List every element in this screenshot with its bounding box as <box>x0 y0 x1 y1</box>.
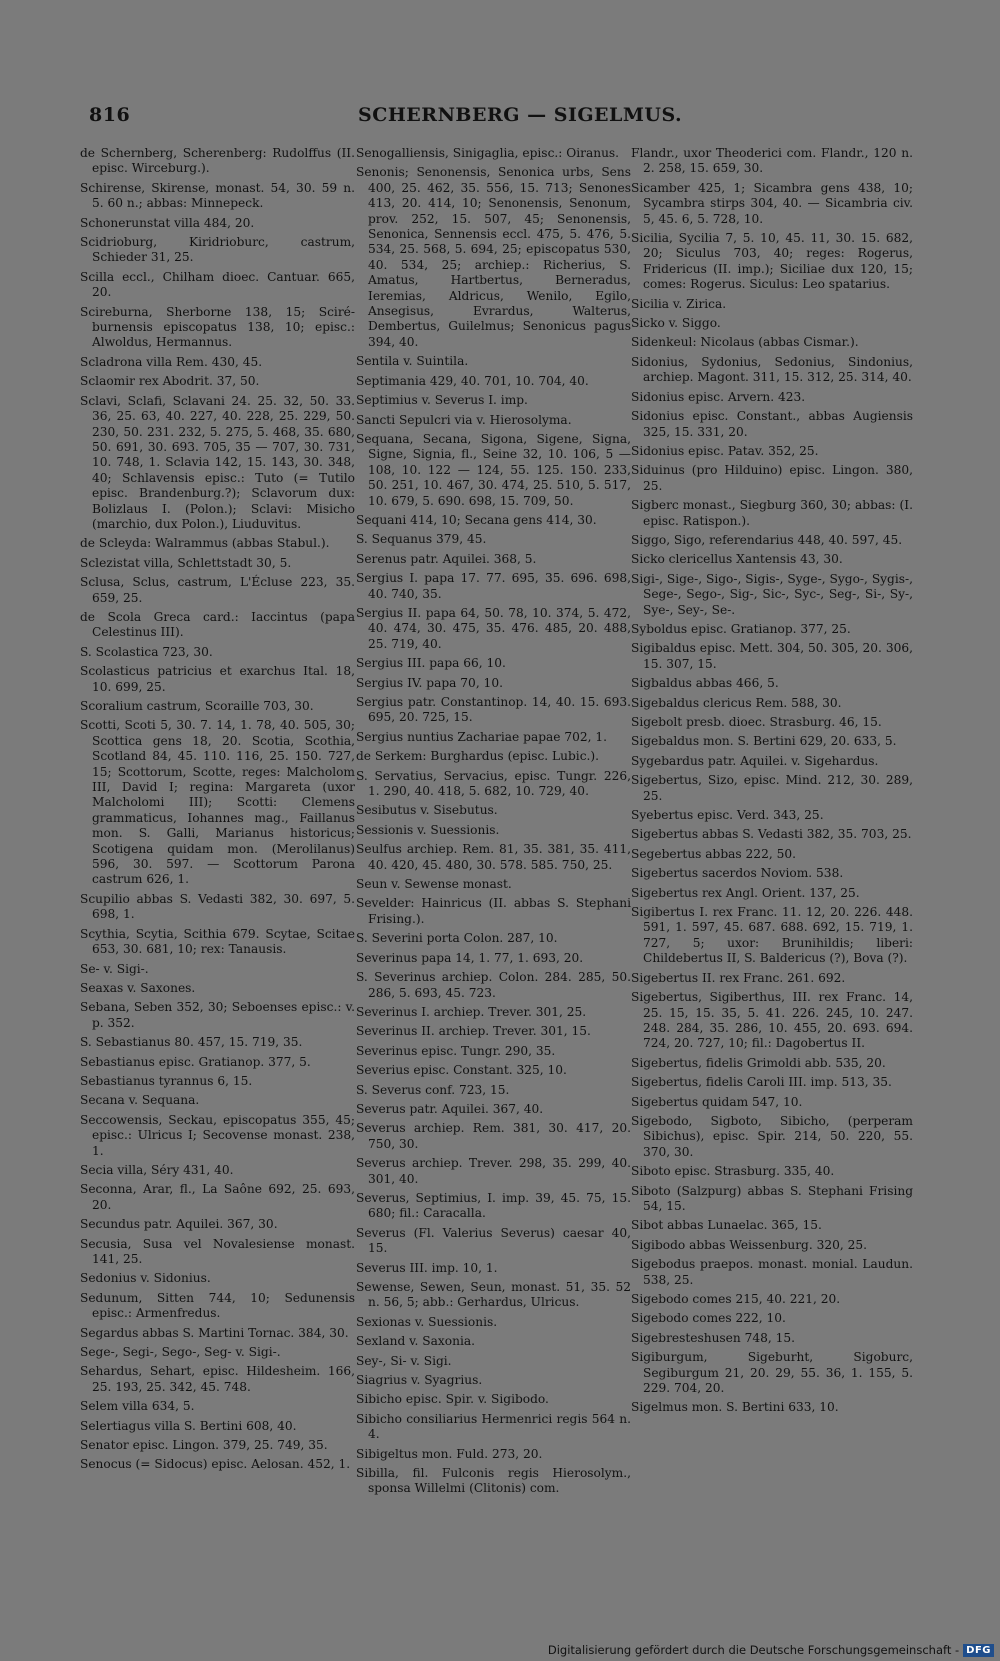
index-entry: Scidrioburg, Kiridrioburc, castrum, Schieder 31, 25. <box>80 235 355 265</box>
index-entry: Sigelmus mon. S. Bertini 633, 10. <box>631 1400 839 1415</box>
index-entry: Sigibaldus episc. Mett. 304, 50. 305, 20. 306, 15. 307, 15. <box>631 641 913 671</box>
index-entry: Sigibodo abbas Weissenburg. 320, 25. <box>631 1237 867 1252</box>
index-entry: Seun v. Sewense monast. <box>356 877 512 892</box>
index-entry: Scotti, Scoti 5, 30. 7. 14, 1. 78, 40. 505, 30; Scottica gens 18, 20. Scotia, Scothia, Scotland 84, 45. 110. 116, 25. 150. 727, 15; Scottorum, Scotte, reges: Malcholom III, David I; regina: Margareta (uxor Malcholomi III); Scotti: Clemens grammaticus, Iohannes mag., Faillanus mon. S. Galli, Marianus historicus; Scotigena quidam mon. (Merolilanus) 596, 30. 597. — Scottorum Parona castrum 626, 1. <box>80 718 355 887</box>
index-entry: Severius episc. Constant. 325, 10. <box>356 1063 567 1078</box>
index-entry: S. Scolastica 723, 30. <box>80 644 213 659</box>
index-entry: Scilla eccl., Chilham dioec. Cantuar. 665, 20. <box>80 269 355 300</box>
index-entry: Sigiburgum, Sigeburht, Sigoburc, Segiburgum 21, 20. 29, 55. 36, 1. 155, 5. 229. 704, 20. <box>631 1350 913 1396</box>
index-entry: Sygebardus patr. Aquilei. v. Sigehardus. <box>631 753 879 768</box>
index-entry: Scolasticus patricius et exarchus Ital. 18, 10. 699, 25. <box>80 664 355 694</box>
index-entry: Senonis; Senonensis, Senonica urbs, Sens 400, 25. 462, 35. 556, 15. 713; Senones 413, 20. 414, 10; Senonensis, Senonum, prov. 252, 15. 507, 45; Senonensis, Senonica, Sennensis eccl. 475, 5. 476, 5. 534, 25. 568, 5. 694, 25; episcopatus 530, 40. 534, 25; archiep.: Richerius, S. Amatus, Hartbertus, Berneradus, Ieremias, Aldricus, Wenilo, Egilo, Ansegisus, Evrardus, Walterus, Dembertus, Guilelmus; Senonicus pagus 394, 40. <box>356 165 631 349</box>
index-entry: Sigebertus abbas S. Vedasti 382, 35. 703, 25. <box>631 827 912 842</box>
index-entry: Sequani 414, 10; Secana gens 414, 30. <box>356 512 597 527</box>
index-entry: de Serkem: Burghardus (episc. Lubic.). <box>356 749 600 764</box>
footer-text: Digitalisierung gefördert durch die Deutsche Forschungsgemeinschaft - <box>547 1643 960 1657</box>
index-entry: Sebastianus episc. Gratianop. 377, 5. <box>80 1054 311 1069</box>
column-3 <box>631 146 913 1420</box>
index-entry: S. Severinus archiep. Colon. 284. 285, 50. 286, 5. 693, 45. 723. <box>356 970 631 1000</box>
index-entry: Sidonius episc. Constant., abbas Augiensis 325, 15. 331, 20. <box>631 409 913 439</box>
index-entry: Scireburna, Sherborne 138, 15; Sciré-burnensis episcopatus 138, 10; episc.: Alwoldus, Hermannus. <box>80 304 355 350</box>
index-entry: Sehardus, Sehart, episc. Hildesheim. 166, 25. 193, 25. 342, 45. 748. <box>80 1364 355 1394</box>
index-entry: Sibigeltus mon. Fuld. 273, 20. <box>356 1446 543 1461</box>
index-entry: Sigebertus, Sigiberthus, III. rex Franc. 14, 25. 15, 15. 35, 5. 41. 226. 245, 10. 247. 248. 284, 35. 286, 10. 455, 20. 693. 694. 724, 20. 727, 10; fil.: Dagobertus II. <box>631 990 913 1051</box>
index-entry: Siboto (Salzpurg) abbas S. Stephani Frising 54, 15. <box>631 1183 913 1213</box>
index-entry: Senator episc. Lingon. 379, 25. 749, 35. <box>80 1438 328 1453</box>
index-entry: Sidonius episc. Arvern. 423. <box>631 389 806 404</box>
index-entry: Sigebertus, fidelis Caroli III. imp. 513, 35. <box>631 1075 892 1090</box>
index-entry: Sigebertus rex Angl. Orient. 137, 25. <box>631 885 860 900</box>
index-entry: Sicilia, Sycilia 7, 5. 10, 45. 11, 30. 15. 682, 20; Siculus 703, 40; reges: Rogerus, Fridericus (II. imp.); Siciliae dux 120, 15; comes: Rogerus. Siculus: Leo spatarius. <box>631 231 913 292</box>
index-entry: Schirense, Skirense, monast. 54, 30. 59 n. 5. 60 n.; abbas: Minnepeck. <box>80 180 355 211</box>
index-entry: Sigebaldus mon. S. Bertini 629, 20. 633, 5. <box>631 734 897 749</box>
index-entry: Se- v. Sigi-. <box>80 961 149 976</box>
index-entry: Sclavi, Sclafi, Sclavani 24. 25. 32, 50. 33. 36, 25. 63, 40. 227, 40. 228, 25. 229, 50. 230, 50. 231. 232, 5. 275, 5. 468, 35. 680, 50. 691, 30. 693. 705, 35 — 707, 30. 731, 10. 748, 1. Sclavia 142, 15. 143, 30. 348, 40; Schlavensis episc.: Tuto (= Tutilo episc. Brandenburg.?); Sclavorum dux: Bolizlaus I. (Polon.); Sclavi: Misicho (marchio, dux Polon.), Liuduvitus. <box>80 393 355 531</box>
index-entry: Scoralium castrum, Scoraille 703, 30. <box>80 699 314 713</box>
index-entry: Sentila v. Suintila. <box>356 354 469 369</box>
index-entry: Sigibertus I. rex Franc. 11. 12, 20. 226. 448. 591, 1. 597, 45. 687. 688. 692, 15. 719, 1. 727, 5; uxor: Brunihildis; liberi: Childebertus II, S. Baldericus (?), Bova (?). <box>631 905 913 966</box>
index-entry: Siduinus (pro Hilduino) episc. Lingon. 380, 25. <box>631 463 913 493</box>
index-entry: Sesibutus v. Sisebutus. <box>356 803 498 818</box>
index-entry: Sergius IV. papa 70, 10. <box>356 675 503 690</box>
index-entry: S. Severus conf. 723, 15. <box>356 1082 510 1097</box>
index-entry: Sigebodo comes 215, 40. 221, 20. <box>631 1292 841 1306</box>
index-entry: Severus (Fl. Valerius Severus) caesar 40, 15. <box>356 1225 631 1256</box>
index-entry: S. Severini porta Colon. 287, 10. <box>356 931 558 946</box>
index-entry: Scythia, Scytia, Scithia 679. Scytae, Scitae 653, 30. 681, 10; rex: Tanausis. <box>80 926 355 957</box>
index-entry: Sibicho episc. Spir. v. Sigibodo. <box>356 1392 549 1407</box>
index-entry: Siboto episc. Strasburg. 335, 40. <box>631 1164 835 1179</box>
index-entry: Syboldus episc. Gratianop. 377, 25. <box>631 621 851 636</box>
index-entry: Sclusa, Sclus, castrum, L'Écluse 223, 35. 659, 25. <box>80 575 355 605</box>
index-entry: Sidonius episc. Patav. 352, 25. <box>631 443 819 458</box>
index-entry: Sigebertus, fidelis Grimoldi abb. 535, 20. <box>631 1055 886 1070</box>
index-entry: Sessionis v. Suessionis. <box>356 822 500 837</box>
index-entry: Secundus patr. Aquilei. 367, 30. <box>80 1217 278 1232</box>
index-entry: Scladrona villa Rem. 430, 45. <box>80 354 263 369</box>
page-number: 816 <box>89 104 131 126</box>
running-head: SCHERNBERG — SIGELMUS. <box>358 104 683 126</box>
index-entry: S. Servatius, Servacius, episc. Tungr. 226, 1. 290, 40. 418, 5. 682, 10. 729, 40. <box>356 768 631 799</box>
index-entry: Sedunum, Sitten 744, 10; Sedunensis episc.: Armenfredus. <box>80 1290 355 1321</box>
footer <box>548 1643 994 1657</box>
index-entry: Sibilla, fil. Fulconis regis Hierosolym., sponsa Willelmi (Clitonis) com. <box>356 1466 631 1496</box>
index-entry: Sigebertus II. rex Franc. 261. 692. <box>631 970 846 985</box>
index-entry: Sancti Sepulcri via v. Hierosolyma. <box>356 412 572 427</box>
index-entry: Severus III. imp. 10, 1. <box>356 1260 498 1275</box>
index-entry: Sewense, Sewen, Seun, monast. 51, 35. 52 n. 56, 5; abb.: Gerhardus, Ulricus. <box>356 1280 631 1310</box>
index-entry: Sicko v. Siggo. <box>631 316 721 331</box>
index-entry: Seulfus archiep. Rem. 81, 35. 381, 35. 411, 40. 420, 45. 480, 30. 578. 585. 750, 25. <box>356 842 631 872</box>
index-entry: Seccowensis, Seckau, episcopatus 355, 45; episc.: Ulricus I; Secovense monast. 238, 1. <box>80 1112 355 1158</box>
index-entry: Sergius patr. Constantinop. 14, 40. 15. 693. 695, 20. 725, 15. <box>356 695 631 725</box>
index-entry: Sigebolt presb. dioec. Strasburg. 46, 15. <box>631 715 882 729</box>
index-entry: Sicilia v. Zirica. <box>631 296 727 311</box>
index-entry: Severus, Septimius, I. imp. 39, 45. 75, 15. 680; fil.: Caracalla. <box>356 1190 631 1221</box>
index-entry: Segardus abbas S. Martini Tornac. 384, 30. <box>80 1325 349 1340</box>
index-entry: de Scola Greca card.: Iaccintus (papa Celestinus III). <box>80 609 355 640</box>
index-entry: Sey-, Si- v. Sigi. <box>356 1353 452 1368</box>
index-entry: Sigi-, Sige-, Sigo-, Sigis-, Syge-, Sygo-, Sygis-, Sege-, Sego-, Sig-, Sic-, Syc-, Seg-, Si-, Sy-, Sye-, Sey-, Se-. <box>631 571 913 617</box>
index-entry: Segebertus abbas 222, 50. <box>631 846 796 861</box>
index-entry: Seaxas v. Saxones. <box>80 980 196 995</box>
index-columns <box>80 146 980 1531</box>
index-entry: Scupilio abbas S. Vedasti 382, 30. 697, 5. 698, 1. <box>80 891 355 922</box>
index-entry: Sequana, Secana, Sigona, Sigene, Signa, Signe, Signia, fl., Seine 32, 10. 106, 5 — 108, 10. 122 — 124, 55. 125. 150. 233, 50. 251, 10. 467, 30. 474, 25. 510, 5. 517, 10. 679, 5. 690. 698, 15. 709, 50. <box>356 431 631 508</box>
index-entry: Sigebodo comes 222, 10. <box>631 1311 786 1326</box>
index-entry: Sedonius v. Sidonius. <box>80 1271 211 1286</box>
index-entry: Severus archiep. Trever. 298, 35. 299, 40. 301, 40. <box>356 1156 631 1186</box>
index-entry: Sergius I. papa 17. 77. 695, 35. 696. 698, 40. 740, 35. <box>356 571 631 601</box>
index-entry: Severus archiep. Rem. 381, 30. 417, 20. 750, 30. <box>356 1121 631 1151</box>
index-entry: Sicamber 425, 1; Sicambra gens 438, 10; Sycambra stirps 304, 40. — Sicambria civ. 5, 45. 6, 5. 728, 10. <box>631 180 913 226</box>
index-entry: Senogalliensis, Sinigaglia, episc.: Oiranus. <box>356 146 620 160</box>
index-entry: Sergius nuntius Zachariae papae 702, 1. <box>356 729 607 744</box>
index-entry: Sclezistat villa, Schlettstadt 30, 5. <box>80 555 292 570</box>
index-entry: Seconna, Arar, fl., La Saône 692, 25. 693, 20. <box>80 1182 355 1212</box>
index-entry: Sigebodus praepos. monast. monial. Laudun. 538, 25. <box>631 1257 913 1287</box>
index-entry: Siggo, Sigo, referendarius 448, 40. 597, 45. <box>631 532 903 547</box>
index-entry: de Schernberg, Scherenberg: Rudolffus (II. episc. Wirceburg.). <box>80 146 355 176</box>
index-entry: Secusia, Susa vel Novalesiense monast. 141, 25. <box>80 1236 355 1266</box>
index-entry: Sidonius, Sydonius, Sedonius, Sindonius, archiep. Magont. 311, 15. 312, 25. 314, 40. <box>631 354 913 385</box>
index-entry: Secia villa, Séry 431, 40. <box>80 1162 234 1177</box>
index-entry: Schonerunstat villa 484, 20. <box>80 215 255 230</box>
index-entry: Sergius II. papa 64, 50. 78, 10. 374, 5. 472, 40. 474, 30. 475, 35. 476. 485, 20. 488, 25. 719, 40. <box>356 605 631 651</box>
index-entry: Severinus papa 14, 1. 77, 1. 693, 20. <box>356 950 584 965</box>
index-entry: Sigebaldus clericus Rem. 588, 30. <box>631 695 842 710</box>
index-entry: Sicko clericellus Xantensis 43, 30. <box>631 552 843 567</box>
index-entry: Serenus patr. Aquilei. 368, 5. <box>356 551 537 566</box>
index-entry: Severinus I. archiep. Trever. 301, 25. <box>356 1004 587 1019</box>
index-entry: Selertiagus villa S. Bertini 608, 40. <box>80 1418 297 1433</box>
index-entry: Secana v. Sequana. <box>80 1093 200 1108</box>
index-entry: Sigebodo, Sigboto, Sibicho, (perperam Sibichus), episc. Spir. 214, 50. 220, 55. 370, 30. <box>631 1113 913 1159</box>
index-entry: Sigebertus quidam 547, 10. <box>631 1094 803 1109</box>
column-1 <box>80 146 355 1477</box>
index-entry: Siagrius v. Syagrius. <box>356 1373 483 1388</box>
index-entry: Sclaomir rex Abodrit. 37, 50. <box>80 374 260 389</box>
index-entry: de Scleyda: Walrammus (abbas Stabul.). <box>80 536 330 551</box>
dfg-logo: DFG <box>963 1644 994 1657</box>
index-entry: Sidenkeul: Nicolaus (abbas Cismar.). <box>631 335 859 350</box>
index-entry: S. Sebastianus 80. 457, 15. 719, 35. <box>80 1035 303 1050</box>
index-entry: Septimius v. Severus I. imp. <box>356 393 528 408</box>
index-entry: Sege-, Segi-, Sego-, Seg- v. Sigi-. <box>80 1345 281 1360</box>
index-entry: Sigebertus sacerdos Noviom. 538. <box>631 866 844 881</box>
index-entry: Severinus episc. Tungr. 290, 35. <box>356 1043 556 1058</box>
column-2 <box>356 146 631 1501</box>
index-entry: Severus patr. Aquilei. 367, 40. <box>356 1101 544 1116</box>
index-entry: Sebastianus tyrannus 6, 15. <box>80 1073 253 1088</box>
index-entry: Severinus II. archiep. Trever. 301, 15. <box>356 1024 591 1039</box>
index-entry: Sigbaldus abbas 466, 5. <box>631 676 779 691</box>
index-entry: Septimania 429, 40. 701, 10. 704, 40. <box>356 373 589 388</box>
index-entry: Sebana, Seben 352, 30; Seboenses episc.: v. p. 352. <box>80 1000 355 1030</box>
index-entry: Sergius III. papa 66, 10. <box>356 656 506 671</box>
index-entry: Sibicho consiliarius Hermenrici regis 564 n. 4. <box>356 1411 631 1442</box>
index-entry: S. Sequanus 379, 45. <box>356 532 487 547</box>
index-entry: Sigebresteshusen 748, 15. <box>631 1330 796 1345</box>
index-entry: Sigberc monast., Siegburg 360, 30; abbas: (I. episc. Ratispon.). <box>631 498 913 528</box>
index-entry: Flandr., uxor Theoderici com. Flandr., 120 n. 2. 258, 15. 659, 30. <box>631 146 913 176</box>
index-entry: Sexionas v. Suessionis. <box>356 1314 498 1329</box>
index-entry: Sibot abbas Lunaelac. 365, 15. <box>631 1218 822 1233</box>
index-entry: Sexland v. Saxonia. <box>356 1334 476 1349</box>
index-entry: Senocus (= Sidocus) episc. Aelosan. 452, 1. <box>80 1457 351 1472</box>
index-entry: Sigebertus, Sizo, episc. Mind. 212, 30. 289, 25. <box>631 773 913 803</box>
index-entry: Sevelder: Hainricus (II. abbas S. Stephani Frising.). <box>356 896 631 926</box>
index-entry: Syebertus episc. Verd. 343, 25. <box>631 808 824 823</box>
index-entry: Selem villa 634, 5. <box>80 1399 195 1414</box>
